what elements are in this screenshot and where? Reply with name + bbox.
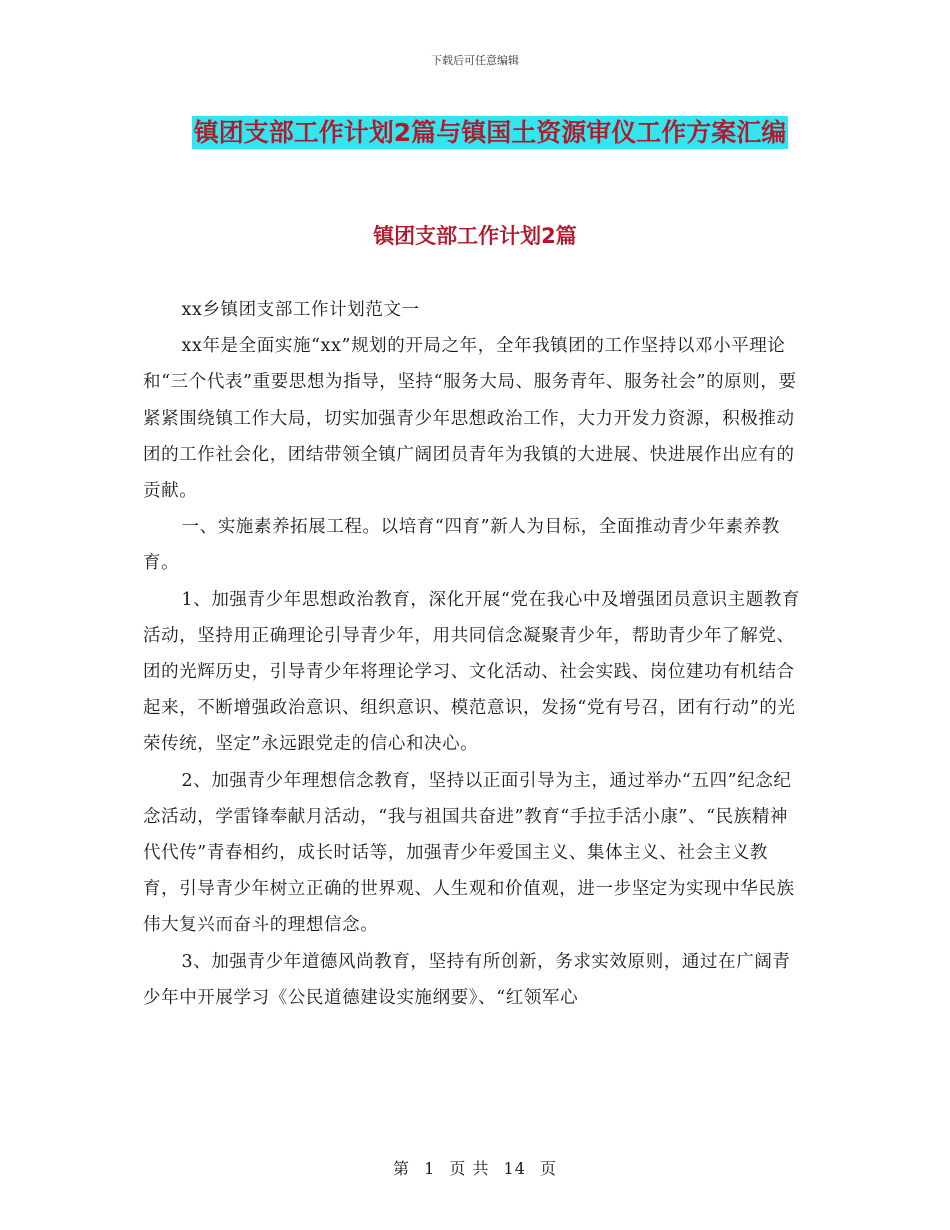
header-note: 下载后可任意编辑	[431, 54, 519, 67]
footer-prefix: 第	[392, 1159, 410, 1178]
body-text	[143, 292, 803, 1016]
paragraph: 2、加强青少年理想信念教育，坚持以正面引导为主，通过举办“五四”纪念纪念活动，学雷锋奉献月活动，“我与祖国共奋进”教育“手拉手活小康”、“民族精神代代传”青春相约，成长时话等，加强青少年爱国主义、集体主义、社会主义教育，引导青少年树立正确的世界观、人生观和价值观，进一步坚定为实现中华民族伟大复兴而奋斗的理想信念。	[143, 770, 795, 936]
footer-page-number: 1	[424, 1159, 436, 1178]
paragraph: xx年是全面实施“xx”规划的开局之年，全年我镇团的工作坚持以邓小平理论和“三个代表”重要思想为指导，坚持“服务大局、服务青年、服务社会”的原则，要紧紧围绕镇工作大局，切实加强青少年思想政治工作，大力开发力资源，积极推动团的工作社会化，团结带领全镇广阔团员青年为我镇的大进展、快进展作出应有的贡献。	[143, 336, 797, 502]
paragraph: 一、实施素养拓展工程。以培育“四育”新人为目标，全面推动青少年素养教育。	[143, 517, 780, 574]
paragraph: 3、加强青少年道德风尚教育，坚持有所创新，务求实效原则，通过在广阔青少年中开展学习《公民道德建设实施纲要》、“红领军心	[143, 951, 791, 1008]
footer-total-pages: 14	[503, 1159, 526, 1178]
paragraph: xx乡镇团支部工作计划范文一	[181, 300, 420, 320]
footer-middle: 页 共	[449, 1159, 490, 1178]
footer-suffix: 页	[540, 1159, 558, 1178]
section-title: 镇团支部工作计划2篇	[373, 224, 577, 248]
paragraph: 1、加强青少年思想政治教育，深化开展“党在我心中及增强团员意识主题教育活动，坚持用正确理论引导青少年，用共同信念凝聚青少年，帮助青少年了解党、团的光辉历史，引导青少年将理论学习、文化活动、社会实践、岗位建功有机结合起来，不断增强政治意识、组织意识、模范意识，发扬“党有号召，团有行动”的光荣传统，坚定”永远跟党走的信心和决心。	[143, 589, 801, 755]
page-footer	[0, 1156, 950, 1179]
document-title	[140, 108, 840, 158]
document-title-text: 镇团支部工作计划2篇与镇国土资源审仪工作方案汇编	[193, 118, 787, 147]
